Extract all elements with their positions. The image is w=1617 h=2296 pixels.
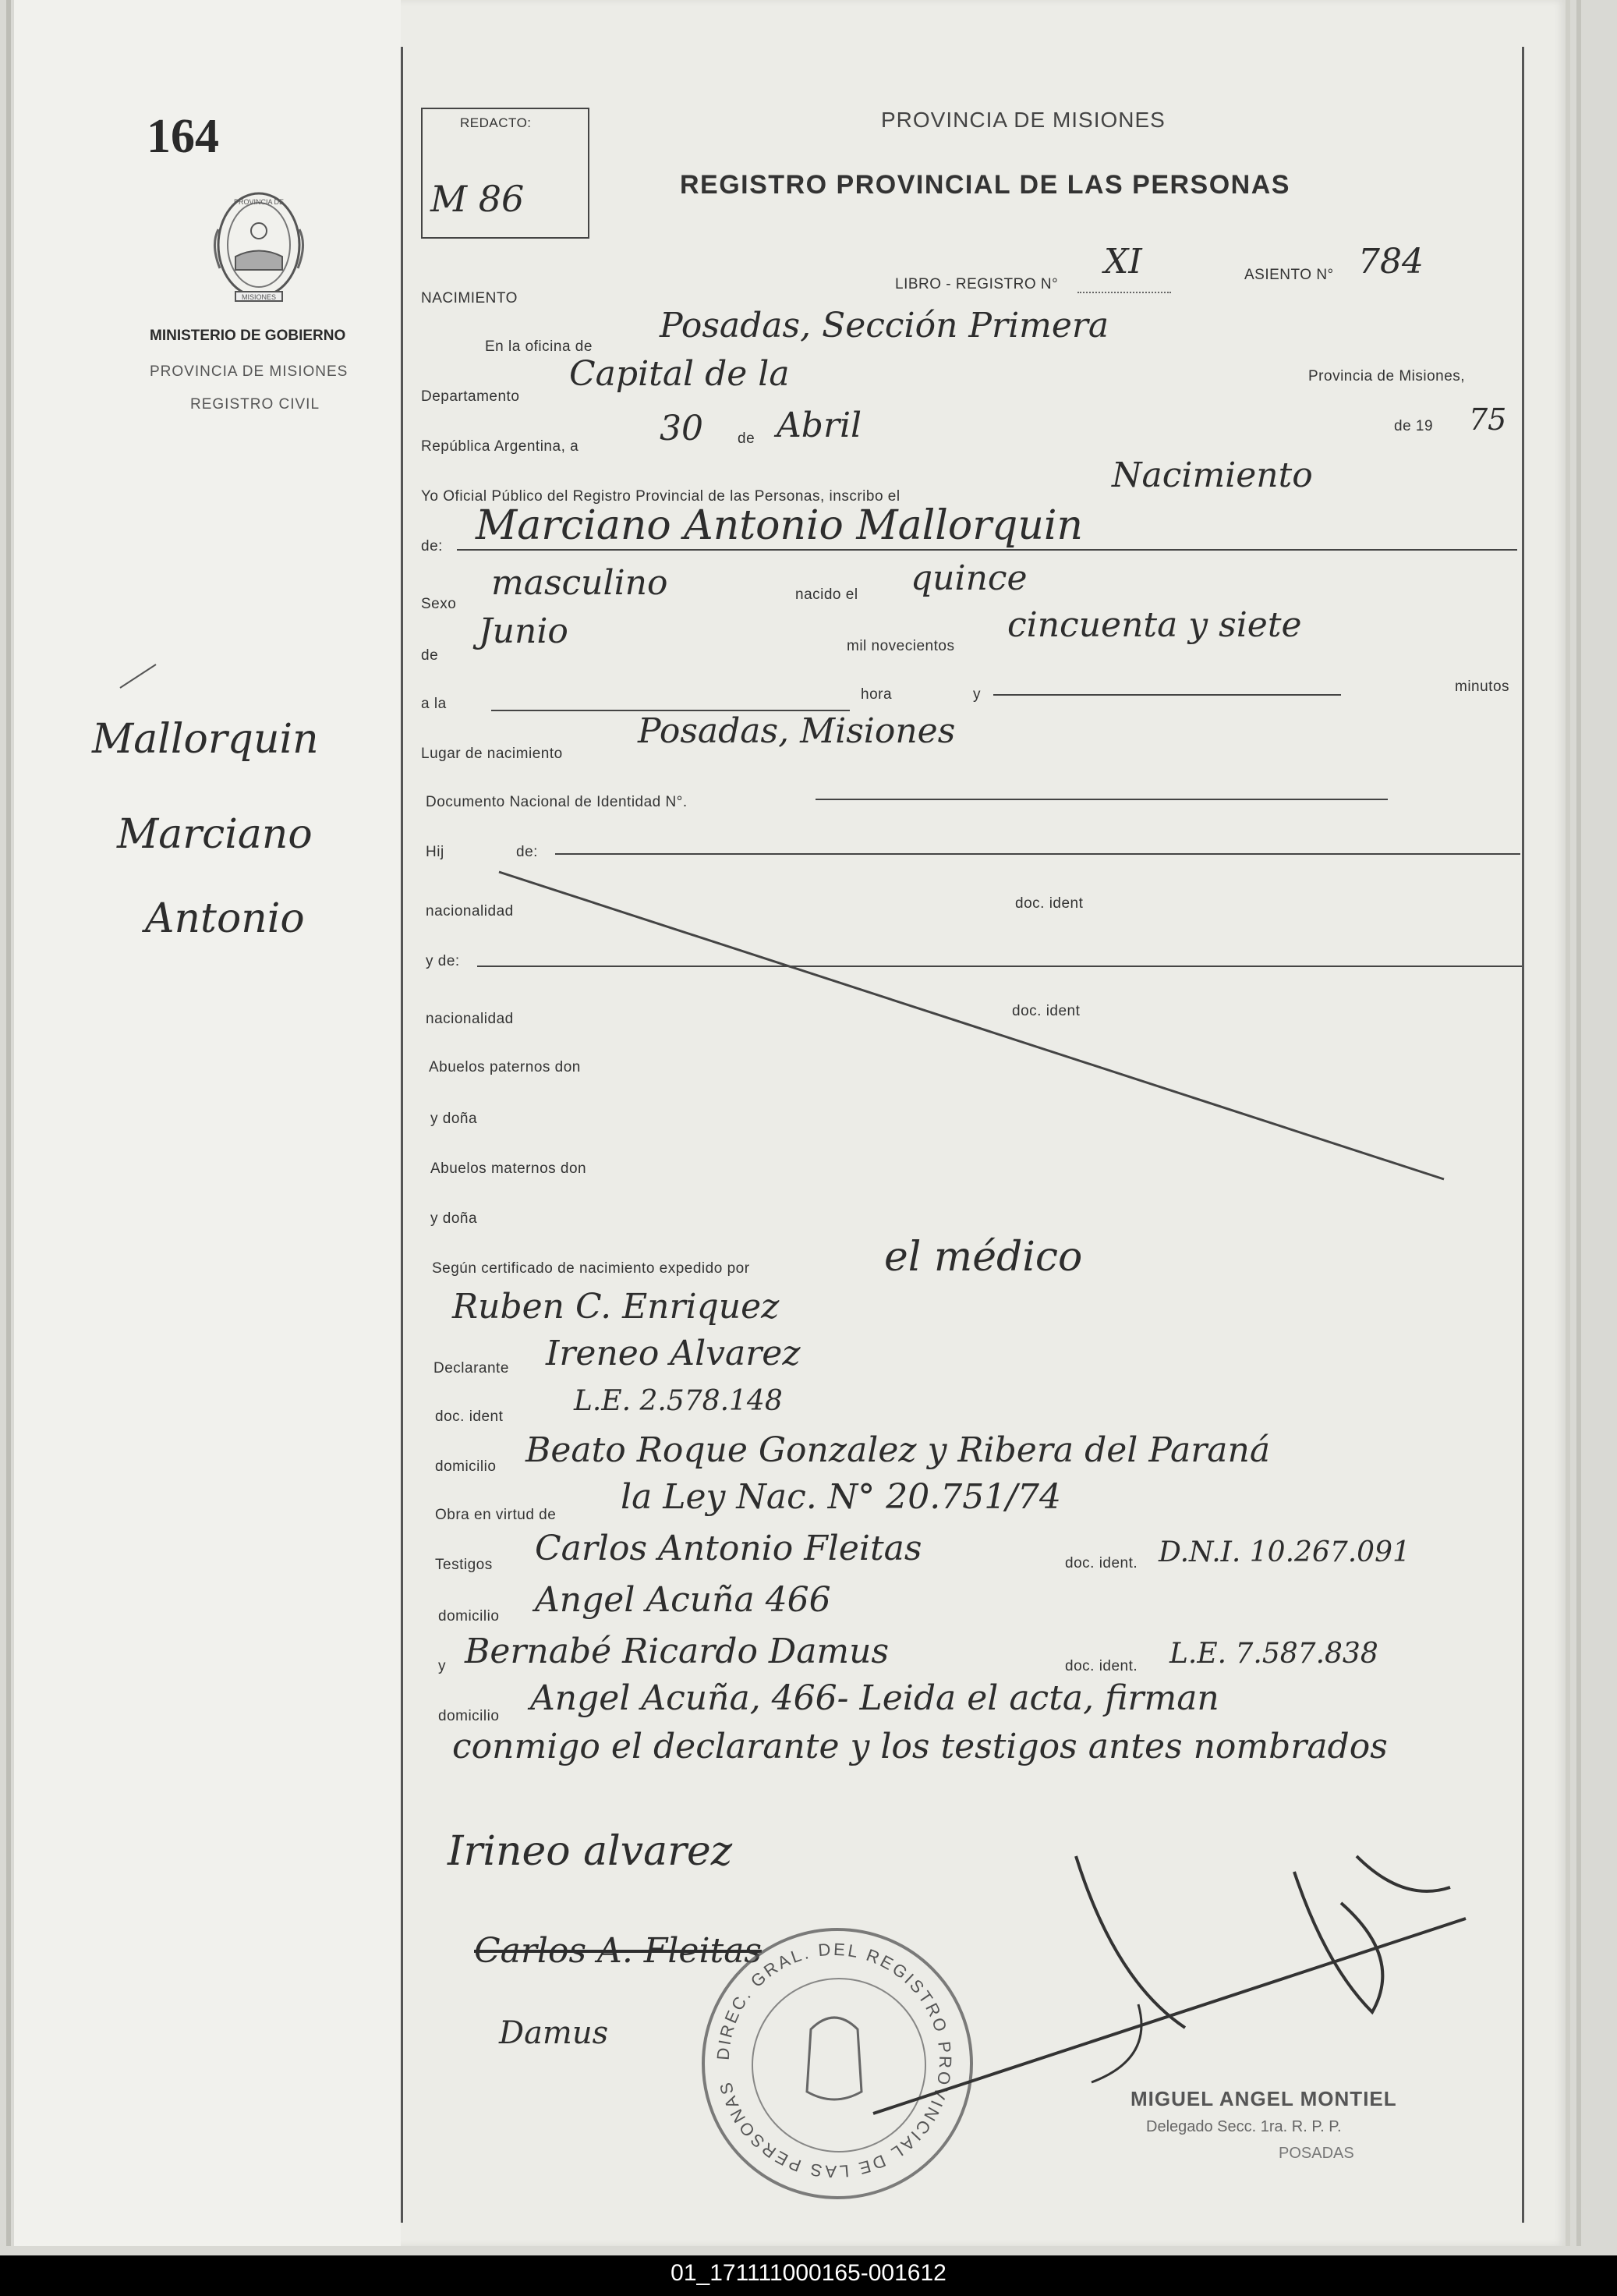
domicilio3-label: domicilio <box>438 1708 500 1724</box>
domicilio1-label: domicilio <box>435 1458 497 1475</box>
fecha-day: 30 <box>660 409 703 448</box>
doc-ident2-label: doc. ident <box>1012 1003 1081 1019</box>
testigos-label: Testigos <box>435 1557 493 1573</box>
sexo-value: masculino <box>491 563 668 603</box>
emblem-bottom-text: MISIONES <box>241 293 277 301</box>
hijo-label: Hij <box>426 844 444 860</box>
hora-y: y <box>973 686 981 703</box>
doc-ident1-label: doc. ident <box>1015 895 1084 912</box>
right-border <box>1522 47 1524 2223</box>
province-label: PROVINCIA DE MISIONES <box>150 363 349 380</box>
mes-label: de <box>421 647 439 664</box>
footer-code: 01_171111000165-001612 <box>671 2260 946 2286</box>
certificado-label: Según certificado de nacimiento expedido por <box>432 1260 750 1277</box>
asiento-label: ASIENTO N° <box>1244 267 1334 283</box>
oficina-label: En la oficina de <box>485 338 593 355</box>
mil-label: mil novecientos <box>847 638 955 654</box>
medico-name: Ruben C. Enriquez <box>452 1287 780 1327</box>
margin-second-name: Antonio <box>145 895 305 942</box>
redacto-value: M 86 <box>430 178 525 220</box>
signature-testigo2: Damus <box>499 2015 609 2051</box>
fecha-year-label: de 19 <box>1394 418 1434 434</box>
official-stamp-name: MIGUEL ANGEL MONTIEL <box>1130 2087 1397 2110</box>
y-de-label: y de: <box>426 953 460 969</box>
minutos-label: minutos <box>1455 679 1510 695</box>
ministry-label: MINISTERIO DE GOBIERNO <box>150 328 346 344</box>
fecha-month: Abril <box>777 406 862 445</box>
page-title: REGISTRO PROVINCIAL DE LAS PERSONAS <box>680 170 1290 200</box>
hora-label: a la <box>421 696 447 712</box>
testigo1-name: Carlos Antonio Fleitas <box>535 1529 922 1568</box>
page-edge <box>1566 0 1570 2246</box>
margin-tick-mark <box>115 661 162 693</box>
column-divider <box>401 47 403 2223</box>
page-edge <box>6 0 11 2246</box>
cierre-text: conmigo el declarante y los testigos antes nombrados <box>452 1727 1388 1766</box>
obra-label: Obra en virtud de <box>435 1507 557 1523</box>
page-edge <box>1576 0 1581 2246</box>
provincia-label: Provincia de Misiones, <box>1308 368 1466 384</box>
domicilio2-value: Angel Acuña 466 <box>535 1580 831 1620</box>
fecha-year: 75 <box>1469 402 1507 437</box>
libro-value: XI <box>1104 242 1142 282</box>
inscribo-value: Nacimiento <box>1112 455 1313 495</box>
asiento-value: 784 <box>1358 242 1424 282</box>
registry-label: REGISTRO CIVIL <box>190 396 320 413</box>
official-stamp-role: Delegado Secc. 1ra. R. P. P. <box>1146 2118 1342 2135</box>
inscribo-label: Yo Oficial Público del Registro Provincial de las Personas, inscribo el <box>421 488 900 505</box>
nacionalidad2-label: nacionalidad <box>426 1011 514 1027</box>
departamento-value: Capital de la <box>569 354 790 394</box>
declarante-label: Declarante <box>433 1360 509 1377</box>
oficina-value: Posadas, Sección Primera <box>660 306 1109 345</box>
domicilio1-value: Beato Roque Gonzalez y Ribera del Paraná <box>525 1430 1271 1470</box>
hora-word: hora <box>861 686 893 703</box>
emblem-top-text: PROVINCIA DE <box>233 198 285 206</box>
sexo-label: Sexo <box>421 596 457 612</box>
libro-label: LIBRO - REGISTRO N° <box>895 276 1059 292</box>
nacionalidad1-label: nacionalidad <box>426 903 514 919</box>
margin-first-name: Marciano <box>117 811 313 858</box>
hijo-de-label: de: <box>516 844 538 860</box>
fecha-label: República Argentina, a <box>421 438 579 455</box>
dni-label: Documento Nacional de Identidad N°. <box>426 794 688 810</box>
header-province: PROVINCIA DE MISIONES <box>881 108 1166 132</box>
lugar-value: Posadas, Misiones <box>638 711 956 751</box>
mes-value: Junio <box>479 611 568 651</box>
testigo1-doc-label: doc. ident. <box>1065 1555 1138 1571</box>
margin-surname: Mallorquin <box>92 716 319 763</box>
testigo1-doc-value: D.N.I. 10.267.091 <box>1159 1536 1410 1568</box>
mil-value: cincuenta y siete <box>1007 605 1302 645</box>
signature-testigo1: Carlos A. Fleitas <box>474 1931 763 1971</box>
redacto-label: REDACTO: <box>460 115 532 130</box>
testigo2-doc-label: doc. ident. <box>1065 1658 1138 1674</box>
obra-value: la Ley Nac. N° 20.751/74 <box>621 1477 1061 1517</box>
signature-declarante: Irineo alvarez <box>448 1828 733 1875</box>
strike-through-line <box>491 866 1505 1193</box>
nacido-value: quince <box>911 558 1028 598</box>
seal-outer-text: DIREC. GRAL. DEL REGISTRO PROVINCIAL DE LAS PERSONAS <box>713 1939 956 2182</box>
y-dona2-label: y doña <box>430 1210 478 1227</box>
domicilio3-value: Angel Acuña, 466- Leida el acta, firman <box>530 1678 1219 1718</box>
declarante-value: Ireneo Alvarez <box>546 1334 801 1373</box>
domicilio2-label: domicilio <box>438 1608 500 1625</box>
fecha-de-label: de <box>738 430 755 447</box>
doc-ident-value: L.E. 2.578.148 <box>574 1385 783 1417</box>
y-dona1-label: y doña <box>430 1111 478 1127</box>
testigo2-y-label: y <box>438 1658 446 1674</box>
registrant-name: Marciano Antonio Mallorquin <box>476 502 1083 549</box>
province-emblem-icon <box>204 182 313 307</box>
nacido-label: nacido el <box>795 586 858 603</box>
folio-number: 164 <box>147 110 219 163</box>
doc-ident-label: doc. ident <box>435 1408 504 1425</box>
official-stamp-city: POSADAS <box>1279 2145 1354 2162</box>
testigo2-name: Bernabé Ricardo Damus <box>465 1632 890 1671</box>
testigo2-doc-value: L.E. 7.587.838 <box>1169 1638 1378 1670</box>
departamento-label: Departamento <box>421 388 520 405</box>
abuelos-paternos-label: Abuelos paternos don <box>429 1059 581 1075</box>
official-signature <box>858 1825 1513 2168</box>
de-label: de: <box>421 538 443 555</box>
abuelos-maternos-label: Abuelos maternos don <box>430 1160 587 1177</box>
acta-type: NACIMIENTO <box>421 290 518 306</box>
certificado-value: el médico <box>884 1234 1083 1281</box>
lugar-label: Lugar de nacimiento <box>421 746 563 762</box>
